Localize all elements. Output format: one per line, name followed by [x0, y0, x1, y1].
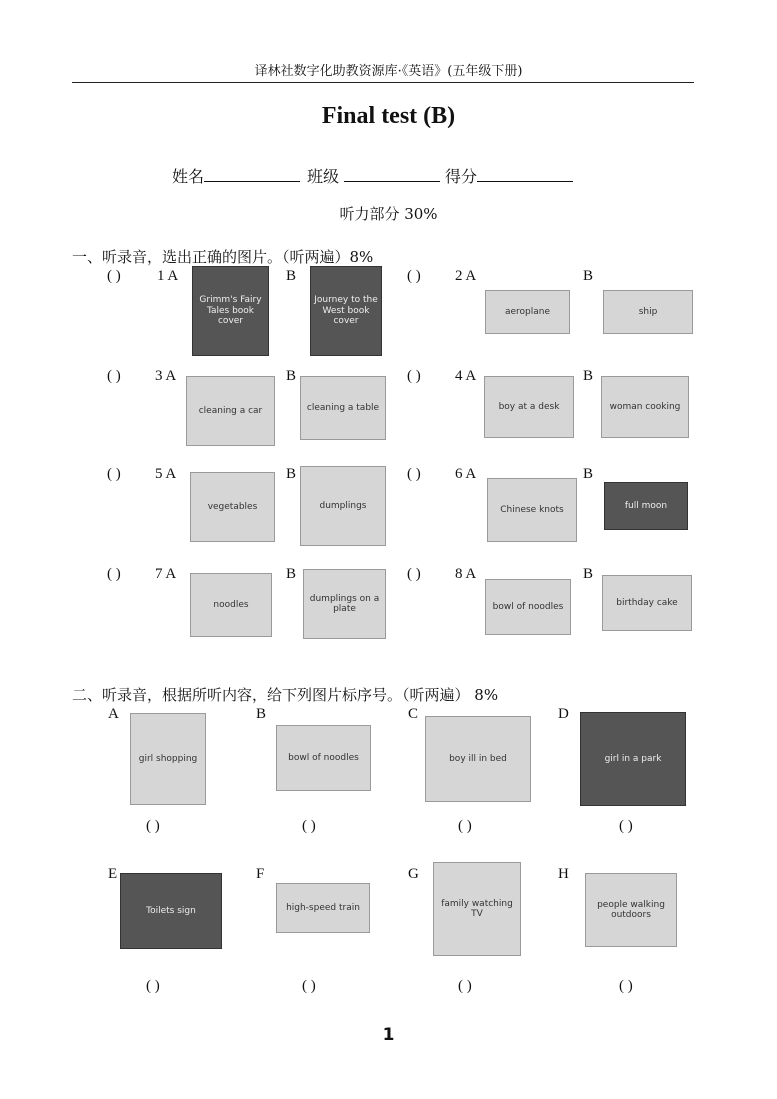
item-2-b-label: B: [583, 268, 594, 284]
answer-blank-G[interactable]: ( ): [458, 978, 472, 994]
picture-1a: Grimm's Fairy Tales book cover: [192, 266, 269, 356]
answer-blank-E[interactable]: ( ): [146, 978, 160, 994]
answer-blank-3[interactable]: ( ): [107, 368, 121, 384]
item-5-a-label: 5 A: [155, 466, 177, 482]
score-label: 得分: [445, 167, 478, 186]
item-7-a-label: 7 A: [155, 566, 177, 582]
picture-4a: boy at a desk: [484, 376, 574, 438]
answer-blank-A[interactable]: ( ): [146, 818, 160, 834]
listening-heading: 听力部分 30%: [339, 205, 438, 223]
picture-5b: dumplings: [300, 466, 386, 546]
answer-blank-B[interactable]: ( ): [302, 818, 316, 834]
answer-blank-7[interactable]: ( ): [107, 566, 121, 582]
item-1-a-label: 1 A: [157, 268, 179, 284]
item-6-a-label: 6 A: [455, 466, 477, 482]
answer-blank-8[interactable]: ( ): [407, 566, 421, 582]
picture-6b: full moon: [604, 482, 688, 530]
picture-G: family watching TV: [433, 862, 521, 956]
section1-title: 一、听录音，选出正确的图片。（听两遍）8%: [72, 248, 374, 266]
picture-7b: dumplings on a plate: [303, 569, 386, 639]
section2-title: 二、听录音，根据所听内容，给下列图片标序号。（听两遍） 8%: [72, 686, 499, 704]
name-field[interactable]: [172, 164, 300, 187]
item-E-label: E: [108, 866, 118, 882]
picture-6a: Chinese knots: [487, 478, 577, 542]
picture-F: high-speed train: [276, 883, 370, 933]
picture-H: people walking outdoors: [585, 873, 677, 947]
picture-D: girl in a park: [580, 712, 686, 806]
item-3-b-label: B: [286, 368, 297, 384]
class-field[interactable]: [307, 164, 440, 187]
answer-blank-5[interactable]: ( ): [107, 466, 121, 482]
picture-C: boy ill in bed: [425, 716, 531, 802]
page-title: Final test (B): [321, 103, 456, 129]
class-label: 班级: [307, 167, 340, 186]
item-F-label: F: [256, 866, 265, 882]
answer-blank-C[interactable]: ( ): [458, 818, 472, 834]
picture-1b: Journey to the West book cover: [310, 266, 382, 356]
picture-5a: vegetables: [190, 472, 275, 542]
item-A-label: A: [108, 706, 119, 722]
answer-blank-6[interactable]: ( ): [407, 466, 421, 482]
answer-blank-D[interactable]: ( ): [619, 818, 633, 834]
picture-3a: cleaning a car: [186, 376, 275, 446]
name-label: 姓名: [172, 167, 205, 186]
picture-A: girl shopping: [130, 713, 206, 805]
item-4-a-label: 4 A: [455, 368, 477, 384]
item-B-label: B: [256, 706, 267, 722]
item-4-b-label: B: [583, 368, 594, 384]
item-D-label: D: [558, 706, 569, 722]
picture-7a: noodles: [190, 573, 272, 637]
page-number: 1: [382, 1025, 395, 1045]
picture-B: bowl of noodles: [276, 725, 371, 791]
item-1-b-label: B: [286, 268, 297, 284]
item-6-b-label: B: [583, 466, 594, 482]
item-H-label: H: [558, 866, 569, 882]
header-divider: [72, 82, 694, 83]
item-2-a-label: 2 A: [455, 268, 477, 284]
answer-blank-1[interactable]: ( ): [107, 268, 121, 284]
answer-blank-4[interactable]: ( ): [407, 368, 421, 384]
item-5-b-label: B: [286, 466, 297, 482]
item-3-a-label: 3 A: [155, 368, 177, 384]
item-8-b-label: B: [583, 566, 594, 582]
picture-2b: ship: [603, 290, 693, 334]
picture-8a: bowl of noodles: [485, 579, 571, 635]
item-G-label: G: [408, 866, 419, 882]
picture-2a: aeroplane: [485, 290, 570, 334]
answer-blank-F[interactable]: ( ): [302, 978, 316, 994]
header-text: 译林社数字化助教资源库·《英语》(五年级下册): [254, 64, 523, 79]
picture-4b: woman cooking: [601, 376, 689, 438]
item-8-a-label: 8 A: [455, 566, 477, 582]
picture-3b: cleaning a table: [300, 376, 386, 440]
item-C-label: C: [408, 706, 419, 722]
picture-E: Toilets sign: [120, 873, 222, 949]
picture-8b: birthday cake: [602, 575, 692, 631]
answer-blank-H[interactable]: ( ): [619, 978, 633, 994]
score-field[interactable]: [445, 164, 573, 187]
answer-blank-2[interactable]: ( ): [407, 268, 421, 284]
item-7-b-label: B: [286, 566, 297, 582]
